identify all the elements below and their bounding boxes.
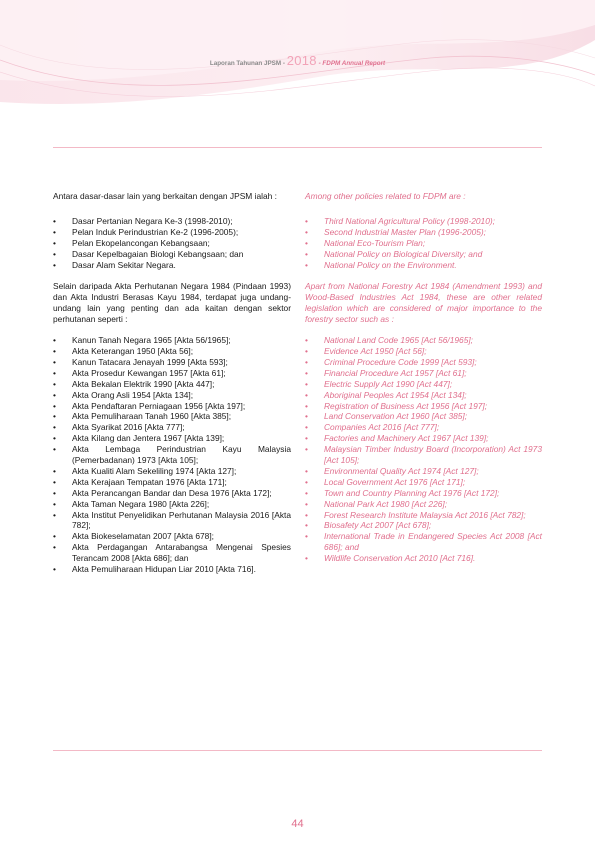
- list-item: • Pelan Induk Perindustrian Ke-2 (1996-2005);: [53, 226, 239, 237]
- header-year: 2018: [286, 53, 317, 68]
- page-number: 44: [291, 818, 304, 830]
- list-item: • Biosafety Act 2007 [Act 678];: [305, 520, 432, 531]
- list-item: • Akta Syarikat 2016 [Akta 777];: [53, 422, 185, 433]
- list-item: • Akta Kilang dan Jentera 1967 [Akta 139];: [53, 433, 225, 444]
- list-item: • Electric Supply Act 1990 [Act 447];: [305, 378, 453, 389]
- list-item: • Akta Kualiti Alam Sekeliling 1974 [Akta 127];: [53, 465, 237, 476]
- top-divider: [53, 147, 542, 148]
- list-item: • Pelan Ekopelancongan Kebangsaan;: [53, 237, 210, 248]
- running-header: [0, 53, 595, 68]
- list-item: • National Land Code 1965 [Act 56/1965];: [305, 335, 473, 346]
- list-item: • Akta Perdagangan Antarabangsa Mengenai Spesies Terancam 2008 [Akta 686]; dan: [53, 542, 291, 564]
- list-item: • Dasar Pertanian Negara Ke-3 (1998-2010);: [53, 215, 233, 226]
- header-prefix: Laporan Tahunan JPSM -: [209, 60, 287, 67]
- list-item: • International Trade in Endangered Species Act 2008 [Act 686]; and: [305, 531, 542, 553]
- list-item: • National Eco-Tourism Plan;: [305, 237, 426, 248]
- list-item: • Akta Orang Asli 1954 [Akta 134];: [53, 389, 194, 400]
- bottom-divider: [53, 750, 542, 751]
- list-item: • Akta Perancangan Bandar dan Desa 1976 [Akta 172];: [53, 487, 272, 498]
- list-item: • National Park Act 1980 [Act 226];: [305, 498, 448, 509]
- acts-list: [305, 335, 542, 564]
- list-item: • Second Industrial Master Plan (1996-2005);: [305, 226, 487, 237]
- list-item: • Akta Lembaga Perindustrian Kayu Malaysia (Pemerbadanan) 1973 [Akta 105];: [53, 444, 291, 466]
- legislation-intro: Selain daripada Akta Perhutanan Negara 1984 (Pindaan 1993) dan Akta Industri Berasas Kayu 1984, terdapat juga undang-undang lain yang penting dan ada kaitan dengan sektor perhutanan seperti :: [53, 281, 291, 325]
- policies-list: [53, 216, 291, 271]
- list-item: • Environmental Quality Act 1974 [Act 127];: [305, 465, 479, 476]
- list-item: • Criminal Procedure Code 1999 [Act 593];: [305, 356, 477, 367]
- list-item: • Financial Procedure Act 1957 [Act 61];: [305, 367, 467, 378]
- list-item: • Evidence Act 1950 [Act 56];: [305, 345, 427, 356]
- list-item: • Land Conservation Act 1960 [Act 385];: [305, 411, 468, 422]
- header-wave-decoration: [0, 0, 595, 150]
- list-item: • Wildlife Conservation Act 2010 [Act 716].: [305, 553, 476, 564]
- list-item: • Akta Taman Negara 1980 [Akta 226];: [53, 498, 210, 509]
- list-item: • Akta Pemuliharaan Tanah 1960 [Akta 385];: [53, 411, 232, 422]
- list-item: • National Policy on the Environment.: [305, 259, 457, 270]
- list-item: • Dasar Kepelbagaian Biologi Kebangsaan; dan: [53, 248, 244, 259]
- list-item: • Akta Institut Penyelidikan Perhutanan Malaysia 2016 [Akta 782];: [53, 509, 291, 531]
- list-item: • Factories and Machinery Act 1967 [Act 139];: [305, 433, 489, 444]
- list-item: • Akta Pemuliharaan Hidupan Liar 2010 [Akta 716].: [53, 564, 256, 575]
- list-item: • Akta Keterangan 1950 [Akta 56];: [53, 345, 194, 356]
- english-column: [305, 191, 542, 564]
- list-item: • Local Government Act 1976 [Act 171];: [305, 476, 466, 487]
- list-item: • Companies Act 2016 [Act 777];: [305, 422, 440, 433]
- list-item: • Forest Research Institute Malaysia Act 2016 [Act 782];: [305, 509, 526, 520]
- malay-column: [53, 191, 291, 575]
- list-item: • Town and Country Planning Act 1976 [Act 172];: [305, 487, 500, 498]
- list-item: • Malaysian Timber Industry Board (Incorporation) Act 1973 [Act 105];: [305, 444, 542, 466]
- list-item: • Registration of Business Act 1956 [Act 197];: [305, 400, 488, 411]
- list-item: • Akta Pendaftaran Perniagaan 1956 [Akta 197];: [53, 400, 246, 411]
- list-item: • Akta Bekalan Elektrik 1990 [Akta 447];: [53, 378, 215, 389]
- header-suffix: - FDPM Annual Report: [316, 60, 386, 67]
- list-item: • National Policy on Biological Diversity; and: [305, 248, 483, 259]
- acts-list: [53, 335, 291, 575]
- list-item: • Akta Kerajaan Tempatan 1976 [Akta 171];: [53, 476, 227, 487]
- policies-list: [305, 216, 542, 271]
- policies-intro: Antara dasar-dasar lain yang berkaitan dengan JPSM ialah :: [53, 191, 277, 201]
- list-item: • Akta Prosedur Kewangan 1957 [Akta 61];: [53, 367, 226, 378]
- list-item: • Kanun Tatacara Jenayah 1999 [Akta 593];: [53, 356, 228, 367]
- list-item: • Third National Agricultural Policy (1998-2010);: [305, 215, 495, 226]
- policies-intro: Among other policies related to FDPM are :: [305, 191, 466, 201]
- list-item: • Aboriginal Peoples Act 1954 [Act 134];: [305, 389, 467, 400]
- list-item: • Kanun Tanah Negara 1965 [Akta 56/1965];: [53, 335, 231, 346]
- list-item: • Dasar Alam Sekitar Negara.: [53, 259, 176, 270]
- legislation-intro: Apart from National Forestry Act 1984 (Amendment 1993) and Wood-Based Industries Act 1984, these are other related legislation which are considered of major importance to the forestry sector such as :: [305, 281, 542, 325]
- list-item: • Akta Biokeselamatan 2007 [Akta 678];: [53, 531, 214, 542]
